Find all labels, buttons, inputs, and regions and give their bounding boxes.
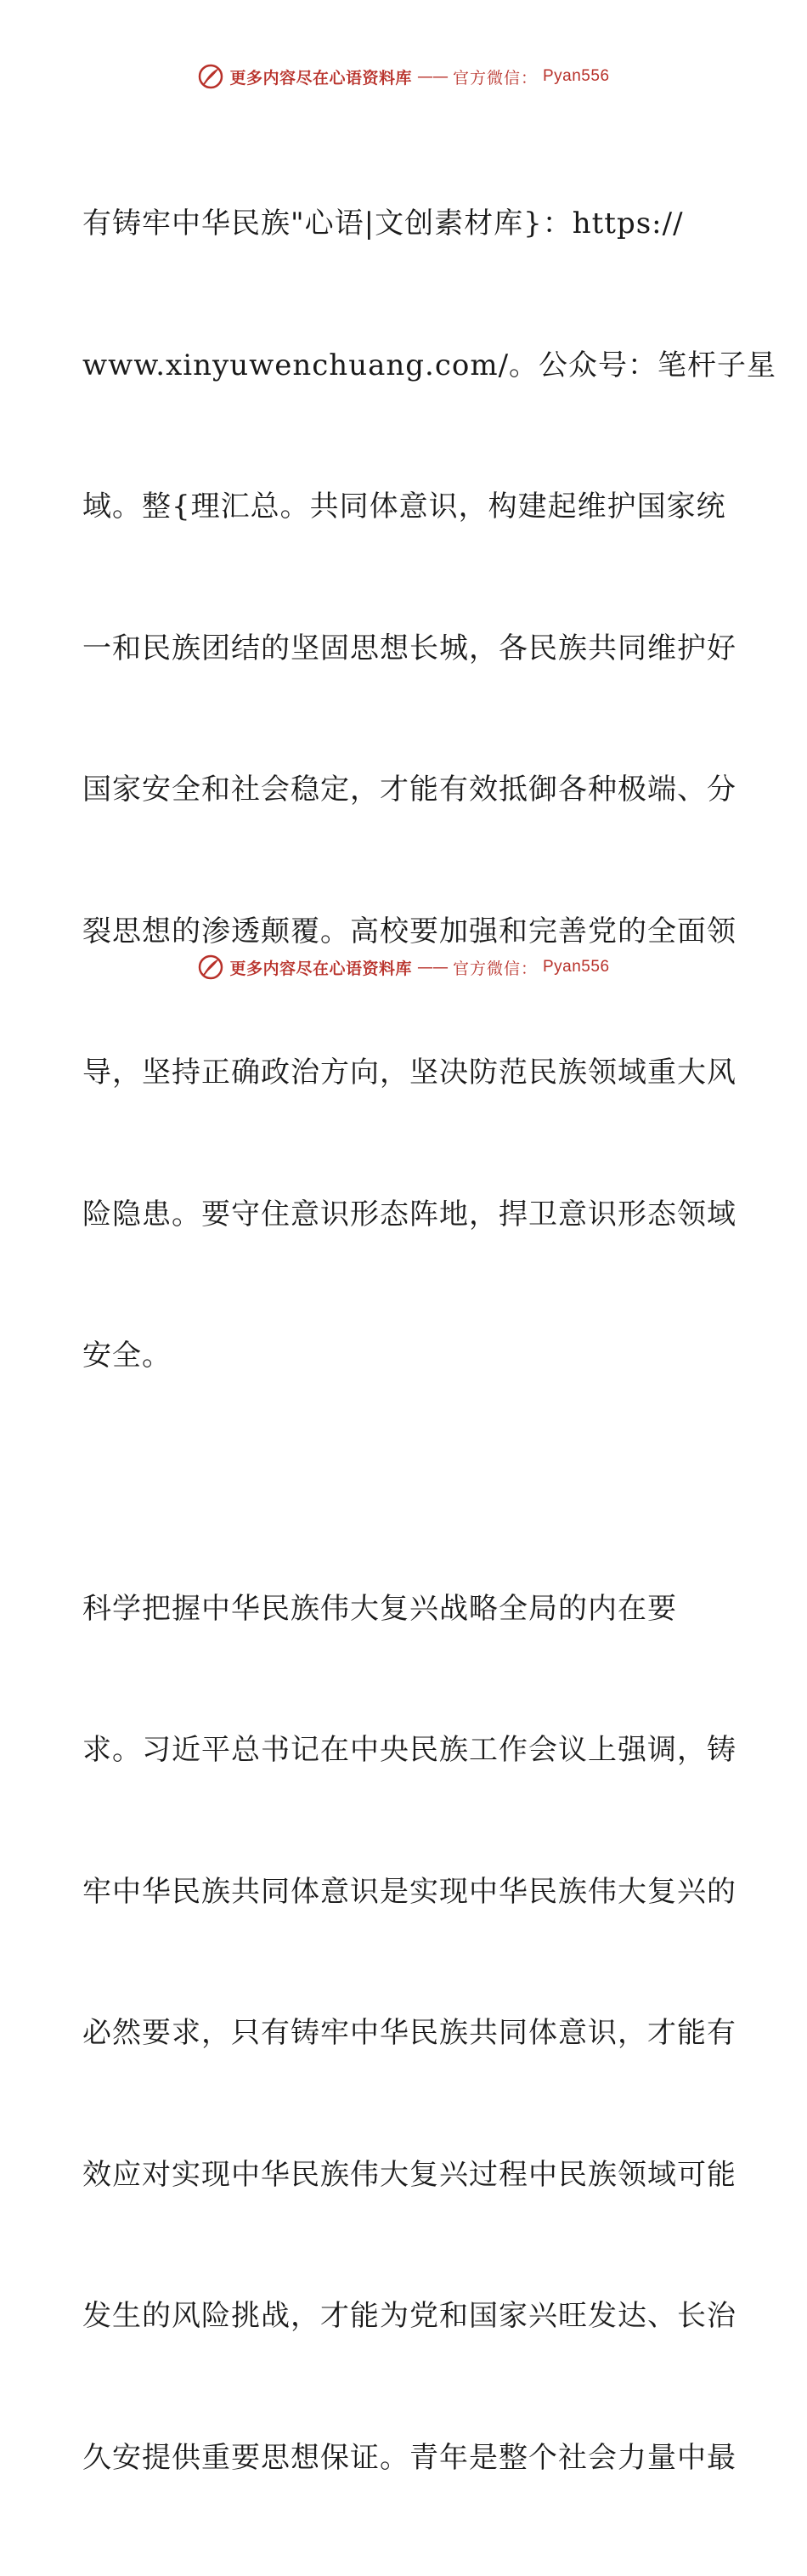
- footer-banner: [0, 954, 807, 981]
- text-line: 效应对实现中华民族伟大复兴过程中民族领域可能: [82, 2152, 728, 2200]
- text-line: 科学把握中华民族伟大复兴战略全局的内在要: [82, 1586, 728, 1633]
- text-line: 一和民族团结的坚固思想长城，各民族共同维护好: [82, 626, 728, 673]
- text-line: 安全。: [82, 1333, 728, 1380]
- banner-separator: ——: [417, 67, 448, 86]
- text-line: 有铸牢中华民族"心语|文创素材库}：https://: [82, 201, 728, 248]
- paragraph-2: [82, 1492, 728, 2576]
- header-banner: [0, 63, 807, 90]
- banner-account: Pyan556: [543, 67, 610, 86]
- quill-logo-icon: [197, 63, 224, 90]
- text-line: 险隐患。要守住意识形态阵地，捍卫意识形态领域: [82, 1192, 728, 1239]
- quill-logo-icon: [197, 954, 224, 981]
- paragraph-1: [82, 106, 728, 1475]
- banner-site-text: 更多内容尽在心语资料库: [229, 956, 412, 979]
- text-line: 发生的风险挑战，才能为党和国家兴旺发达、长治: [82, 2293, 728, 2341]
- document-body: [82, 106, 728, 2576]
- text-line: 牢中华民族共同体意识是实现中华民族伟大复兴的: [82, 1869, 728, 1916]
- text-line: www.xinyuwenchuang.com/。公众号：笔杆子星: [82, 343, 728, 390]
- text-line: 导，坚持正确政治方向，坚决防范民族领域重大风: [82, 1050, 728, 1097]
- banner-site-text: 更多内容尽在心语资料库: [229, 65, 412, 88]
- text-line: 国家安全和社会稳定，才能有效抵御各种极端、分: [82, 767, 728, 814]
- text-line: 久安提供重要思想保证。青年是整个社会力量中最: [82, 2435, 728, 2483]
- banner-account: Pyan556: [543, 958, 610, 977]
- banner-separator: ——: [417, 958, 448, 977]
- banner-wechat-label: 官方微信：: [453, 65, 538, 88]
- text-line: 域。整{理汇总。共同体意识，构建起维护国家统: [82, 484, 728, 531]
- text-line: 必然要求，只有铸牢中华民族共同体意识，才能有: [82, 2010, 728, 2058]
- text-line: 求。习近平总书记在中央民族工作会议上强调，铸: [82, 1727, 728, 1775]
- banner-wechat-label: 官方微信：: [453, 956, 538, 979]
- text-line: 裂思想的渗透颠覆。高校要加强和完善党的全面领: [82, 909, 728, 956]
